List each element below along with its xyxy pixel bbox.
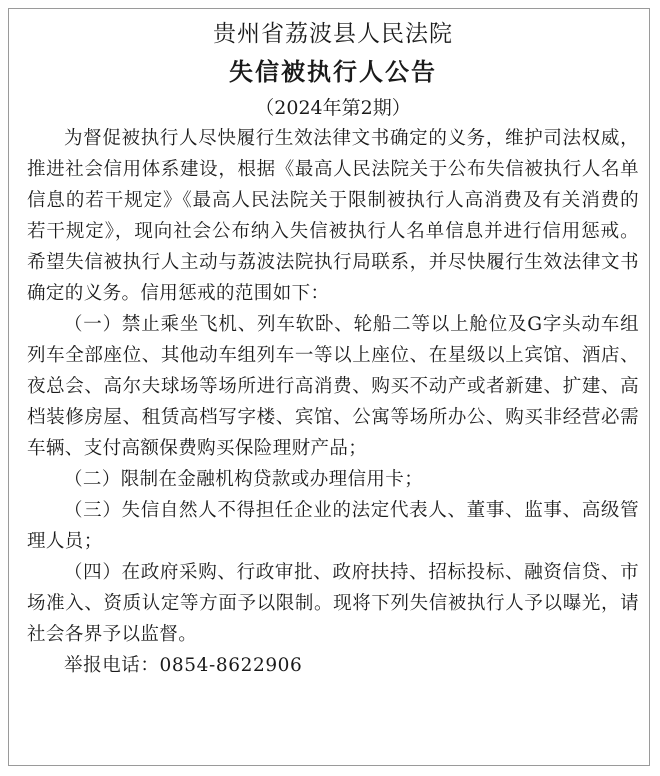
issue-number: （2024年第2期） bbox=[255, 97, 411, 119]
restriction-item-4: （四）在政府采购、行政审批、政府扶持、招标投标、融资信贷、市场准入、资质认定等方面予以限制。现将下列失信被执行人予以曝光，请社会各界予以监督。 bbox=[27, 562, 639, 645]
restriction-item-2: （二）限制在金融机构贷款或办理信用卡； bbox=[64, 469, 424, 490]
court-name: 贵州省荔波县人民法院 bbox=[213, 21, 453, 47]
report-phone: 举报电话：0854-8622906 bbox=[64, 655, 303, 676]
restriction-item-3: （三）失信自然人不得担任企业的法定代表人、董事、监事、高级管理人员； bbox=[27, 500, 639, 552]
notice-frame bbox=[8, 8, 650, 766]
notice-title: 失信被执行人公告 bbox=[229, 57, 437, 86]
intro-paragraph: 为督促被执行人尽快履行生效法律文书确定的义务，维护司法权威，推进社会信用体系建设，根据《最高人民法院关于公布失信被执行人名单信息的若干规定》《最高人民法院关于限制被执行人高消费及有关消费的若干规定》，现向社会公布纳入失信被执行人名单信息并进行信用惩戒。希望失信被执行人主动与荔波法院执行局联系，并尽快履行生效法律文书确定的义务。信用惩戒的范围如下： bbox=[27, 128, 639, 304]
restriction-item-1: （一）禁止乘坐飞机、列车软卧、轮船二等以上舱位及G字头动车组列车全部座位、其他动车组列车一等以上座位、在星级以上宾馆、酒店、夜总会、高尔夫球场等场所进行高消费、购买不动产或者新建、扩建、高档装修房屋、租赁高档写字楼、宾馆、公寓等场所办公、购买非经营必需车辆、支付高额保费购买保险理财产品； bbox=[27, 314, 639, 459]
